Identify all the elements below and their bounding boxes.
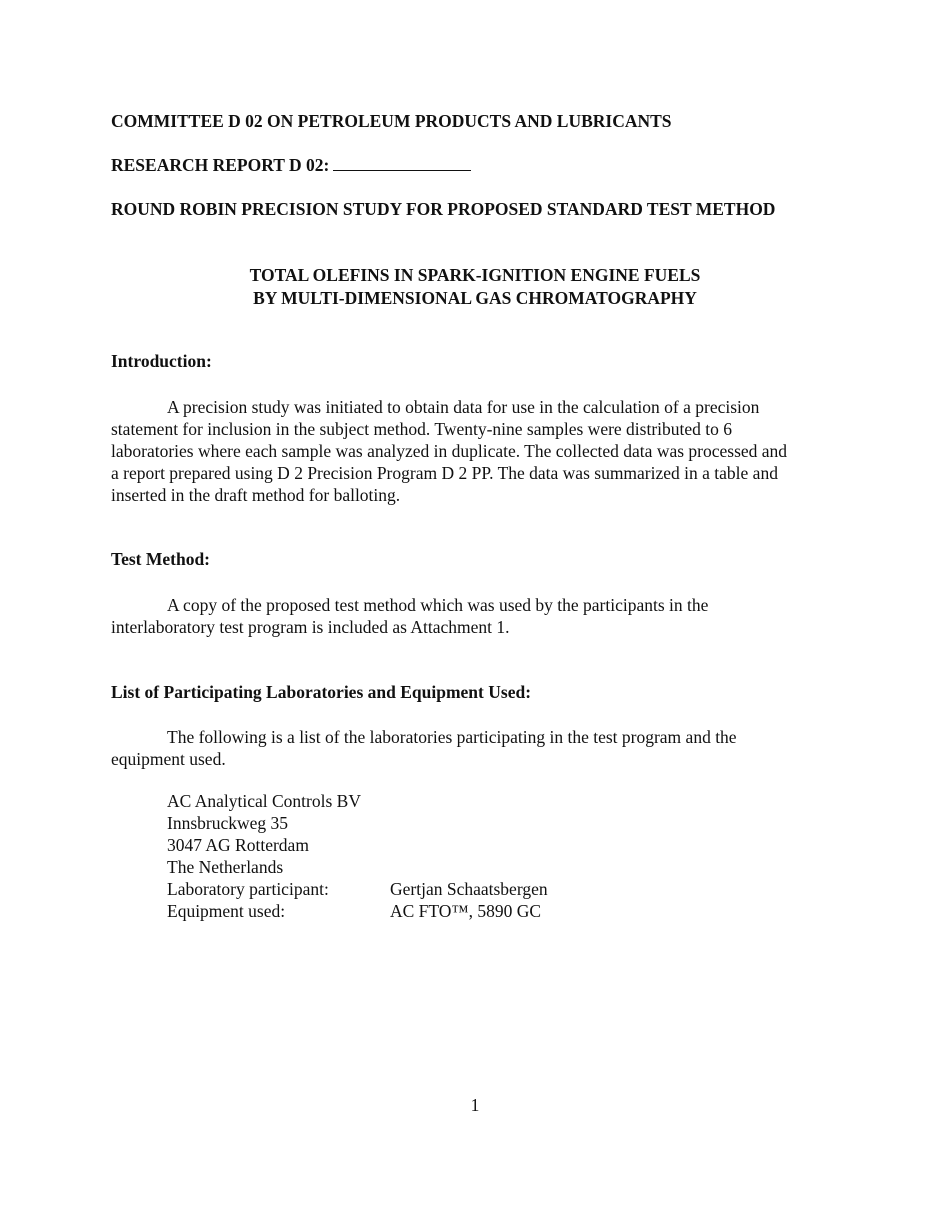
test-method-paragraph xyxy=(111,594,841,638)
method-title-line1: TOTAL OLEFINS IN SPARK-IGNITION ENGINE FUELS xyxy=(249,265,701,285)
paragraph-line: A copy of the proposed test method which was used by the participants in the xyxy=(167,595,709,615)
paragraph-line: A precision study was initiated to obtain data for use in the calculation of a precision xyxy=(167,397,760,417)
labs-heading: List of Participating Laboratories and Equipment Used: xyxy=(111,682,532,702)
lab-city: 3047 AG Rotterdam xyxy=(167,835,309,855)
page-number: 1 xyxy=(470,1095,480,1115)
equipment-value: AC FTO™, 5890 GC xyxy=(390,901,542,921)
labs-paragraph xyxy=(111,726,841,770)
committee-heading: COMMITTEE D 02 ON PETROLEUM PRODUCTS AND LUBRICANTS xyxy=(111,111,672,131)
research-report-heading xyxy=(111,155,471,176)
research-report-label: RESEARCH REPORT D 02: xyxy=(111,155,330,175)
paragraph-line: laboratories where each sample was analyzed in duplicate. The collected data was processed and xyxy=(111,441,788,461)
lab-street: Innsbruckweg 35 xyxy=(167,813,289,833)
lab-address-block xyxy=(167,790,548,922)
lab-country: The Netherlands xyxy=(167,857,284,877)
report-number-blank xyxy=(333,156,471,171)
paragraph-line: statement for inclusion in the subject method. Twenty-nine samples were distributed to 6 xyxy=(111,419,733,439)
lab-name: AC Analytical Controls BV xyxy=(167,791,361,811)
lab-participant-row xyxy=(167,878,548,900)
paragraph-line: equipment used. xyxy=(111,749,226,769)
participant-label: Laboratory participant: xyxy=(167,879,329,899)
lab-equipment-row xyxy=(167,900,548,922)
study-title: ROUND ROBIN PRECISION STUDY FOR PROPOSED STANDARD TEST METHOD xyxy=(111,199,776,219)
participant-value: Gertjan Schaatsbergen xyxy=(390,879,548,899)
introduction-heading: Introduction: xyxy=(111,351,212,371)
paragraph-line: a report prepared using D 2 Precision Program D 2 PP. The data was summarized in a table and xyxy=(111,463,778,483)
method-title xyxy=(0,264,950,310)
method-title-line2: BY MULTI-DIMENSIONAL GAS CHROMATOGRAPHY xyxy=(253,288,697,308)
paragraph-line: interlaboratory test program is included as Attachment 1. xyxy=(111,617,510,637)
test-method-heading: Test Method: xyxy=(111,549,211,569)
introduction-paragraph xyxy=(111,396,841,506)
paragraph-line: inserted in the draft method for balloting. xyxy=(111,485,401,505)
equipment-label: Equipment used: xyxy=(167,901,286,921)
paragraph-line: The following is a list of the laboratories participating in the test program and the xyxy=(167,727,737,747)
